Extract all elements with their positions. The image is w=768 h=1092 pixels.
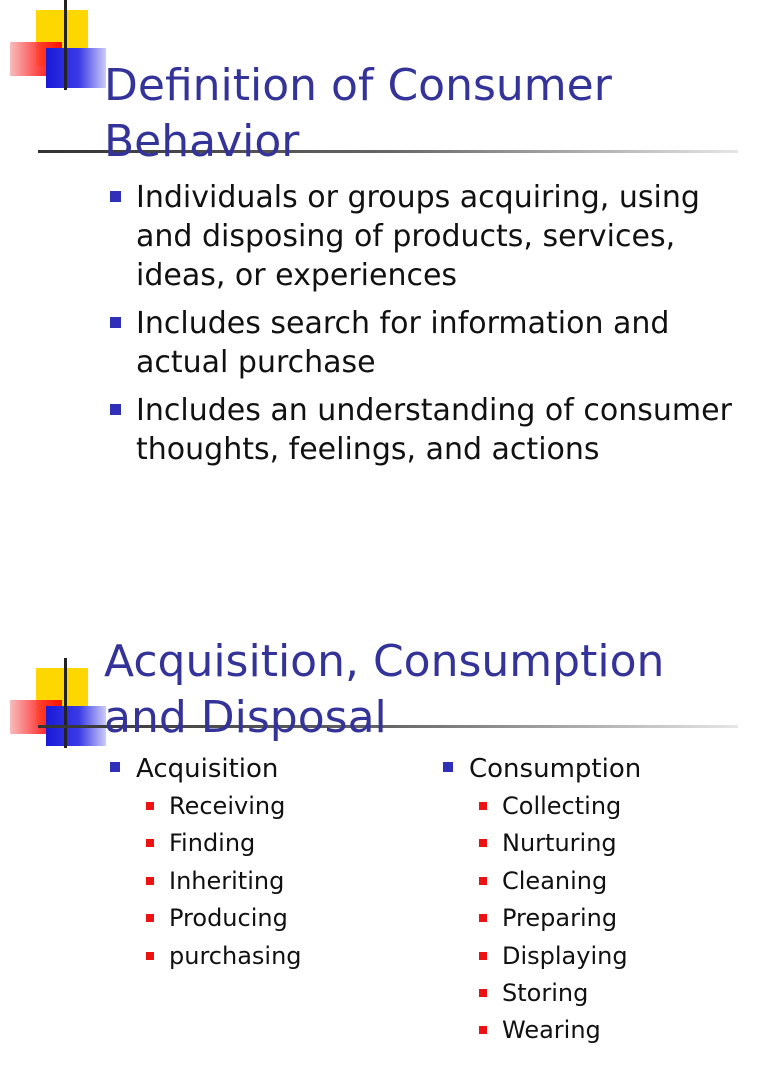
square-bullet-icon bbox=[146, 802, 154, 810]
slide-2 bbox=[0, 580, 768, 1092]
bullet-item: Individuals or groups acquiring, using and disposing of products, services, ideas, or experiences bbox=[108, 178, 738, 295]
square-bullet-icon bbox=[110, 191, 121, 202]
square-bullet-icon bbox=[146, 914, 154, 922]
square-bullet-icon bbox=[479, 839, 487, 847]
list-item: Producing bbox=[108, 900, 408, 937]
square-bullet-icon bbox=[146, 952, 154, 960]
slide-title-line-2: and Disposal bbox=[104, 692, 387, 743]
list-item: Storing bbox=[441, 975, 741, 1012]
list-item: Preparing bbox=[441, 900, 741, 937]
sub-bullet-list bbox=[441, 788, 741, 1050]
square-bullet-icon bbox=[479, 914, 487, 922]
list-item: Wearing bbox=[441, 1012, 741, 1049]
bullet-item: Includes an understanding of consumer thoughts, feelings, and actions bbox=[108, 391, 738, 469]
slide-1 bbox=[0, 0, 768, 512]
square-bullet-icon bbox=[146, 839, 154, 847]
square-bullet-icon bbox=[479, 989, 487, 997]
list-item: Cleaning bbox=[441, 863, 741, 900]
sub-bullet-list bbox=[108, 788, 408, 975]
slide-title-line-1: Definition of Consumer bbox=[104, 60, 612, 111]
square-bullet-icon bbox=[146, 877, 154, 885]
acquisition-column bbox=[108, 750, 408, 975]
square-bullet-icon bbox=[110, 762, 120, 772]
square-bullet-icon bbox=[443, 762, 453, 772]
square-bullet-icon bbox=[479, 1026, 487, 1034]
square-bullet-icon bbox=[110, 404, 121, 415]
square-bullet-icon bbox=[110, 317, 121, 328]
slide-title-line-2: Behavior bbox=[104, 116, 300, 167]
consumption-column bbox=[441, 750, 741, 1050]
square-bullet-icon bbox=[479, 952, 487, 960]
list-item: Receiving bbox=[108, 788, 408, 825]
slide-logo-icon bbox=[0, 658, 110, 758]
list-item: Inheriting bbox=[108, 863, 408, 900]
list-item: Displaying bbox=[441, 938, 741, 975]
slide-logo-icon bbox=[0, 0, 110, 100]
list-item: Collecting bbox=[441, 788, 741, 825]
list-item: Nurturing bbox=[441, 825, 741, 862]
list-item: Finding bbox=[108, 825, 408, 862]
slide-title-line-1: Acquisition, Consumption bbox=[104, 636, 665, 687]
bullet-list bbox=[108, 178, 738, 478]
column-heading: Consumption bbox=[441, 750, 741, 788]
square-bullet-icon bbox=[479, 802, 487, 810]
bullet-item: Includes search for information and actual purchase bbox=[108, 304, 738, 382]
square-bullet-icon bbox=[479, 877, 487, 885]
column-heading: Acquisition bbox=[108, 750, 408, 788]
list-item: purchasing bbox=[108, 938, 408, 975]
